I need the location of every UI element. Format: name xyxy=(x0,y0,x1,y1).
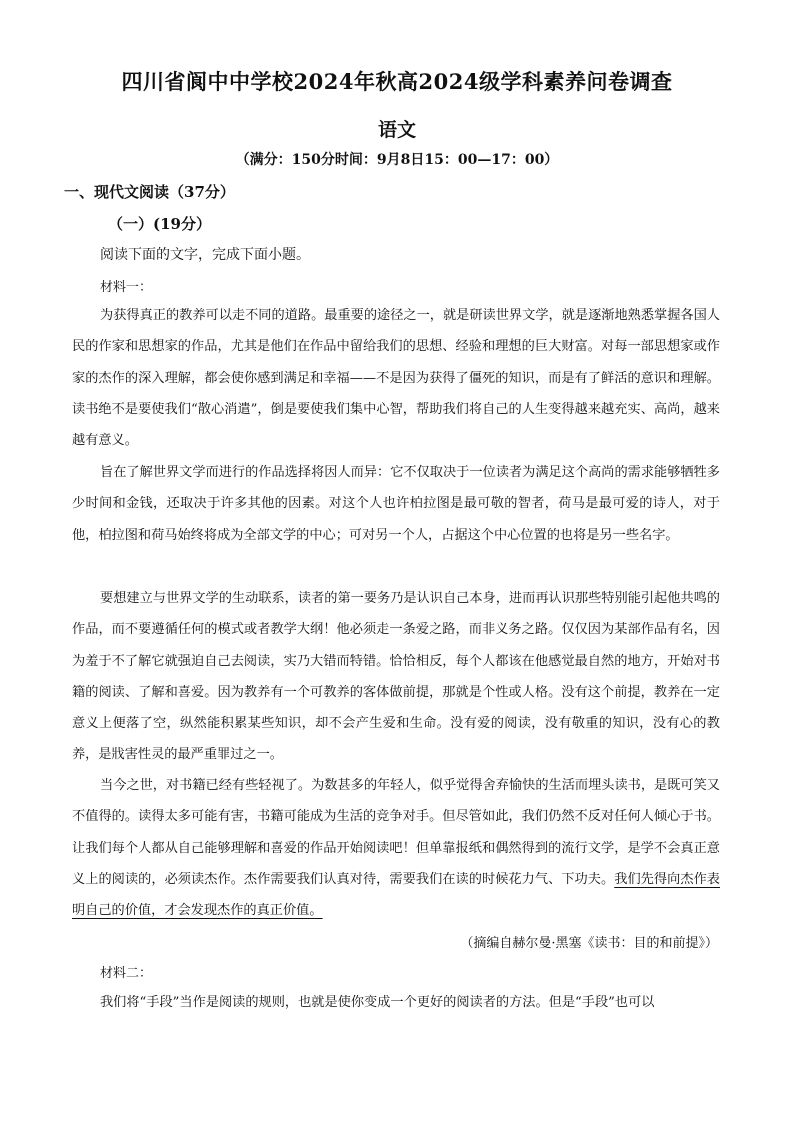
document-title: 四川省阆中中学校2024年秋高2024级学科素养问卷调查 xyxy=(121,69,673,94)
material-one-paragraph: 要想建立与世界文学的生动联系，读者的第一要务乃是认识自己本身，进而再认识那些特别能引起他共鸣的作品，而不要遵循任何的模式或者教学大纲！他必须走一条爱之路，而非义务之路。仅仅因为某部作品有名，因为羞于不了解它就强迫自己去阅读，实乃大错而特错。恰恰相反，每个人都该在他感觉最自然的地方，开始对书籍的阅读、了解和喜爱。因为教养有一个可教养的客体做前提，那就是个性或人格。没有这个前提，教养在一定意义上便落了空，纵然能积累某些知识，却不会产生爱和生命。没有爱的阅读，没有敬重的知识，没有心的教养，是戕害性灵的最严重罪过之一。 xyxy=(72,591,720,763)
section-heading: 一、现代文阅读（37分） xyxy=(64,183,235,201)
material-one-paragraph: 旨在了解世界文学而进行的作品选择将因人而异：它不仅取决于一位读者为满足这个高尚的需求能够牺牲多少时间和金钱，还取决于许多其他的因素。对这个人也许柏拉图是最可敬的智者，荷马是最可爱的诗人，对于他，柏拉图和荷马始终将成为全部文学的中心；可对另一个人，占据这个中心位置的也将是另一些名字。 xyxy=(72,465,720,543)
material-one-label: 材料一： xyxy=(100,280,153,295)
material-two-paragraph: 我们将“手段”当作是阅读的规则，也就是使你变成一个更好的阅读者的方法。但是“手段”也可以 xyxy=(100,995,655,1010)
underlined-sentence: 我们先得向杰作表明自己的价值，才会发现杰作的真正价值。 xyxy=(72,871,720,919)
material-one-paragraph: 为获得真正的教养可以走不同的道路。最重要的途径之一，就是研读世界文学，就是逐渐地熟悉掌握各国人民的作家和思想家的作品，尤其是他们在作品中留给我们的思想、经验和理想的巨大财富。对每一部思想家或作家的杰作的深入理解，都会使你感到满足和幸福——不是因为获得了僵死的知识，而是有了鲜活的意识和理解。读书绝不是要使我们“散心消遣”，倒是要使我们集中心智，帮助我们将自己的人生变得越来越充实、高尚，越来越有意义。 xyxy=(72,308,720,449)
source-citation: （摘编自赫尔曼·黑塞《读书：目的和前提》） xyxy=(460,936,718,951)
subsection-heading: （一）(19分） xyxy=(108,215,211,233)
exam-meta: （满分：150分时间：9月8日15：00—17：00） xyxy=(235,152,559,168)
material-one-paragraph xyxy=(72,770,720,926)
reading-instruction: 阅读下面的文字，完成下面小题。 xyxy=(100,247,310,263)
material-two-label: 材料二： xyxy=(100,966,153,981)
paragraph-text: 当今之世，对书籍已经有些轻视了。为数甚多的年轻人，似乎觉得舍弃愉快的生活而埋头读书，是既可笑又不值得的。读得太多可能有害，书籍可能成为生活的竞争对手。但尽管如此，我们仍然不反对任何人倾心于书。让我们每个人都从自己能够理解和喜爱的作品开始阅读吧！但单靠报纸和偶然得到的流行文学，是学不会真正意义上的阅读的，必须读杰作。杰作需要我们认真对待，需要我们在读的时候花力气、下功夫。 xyxy=(72,778,720,887)
subject-title: 语文 xyxy=(377,119,416,141)
